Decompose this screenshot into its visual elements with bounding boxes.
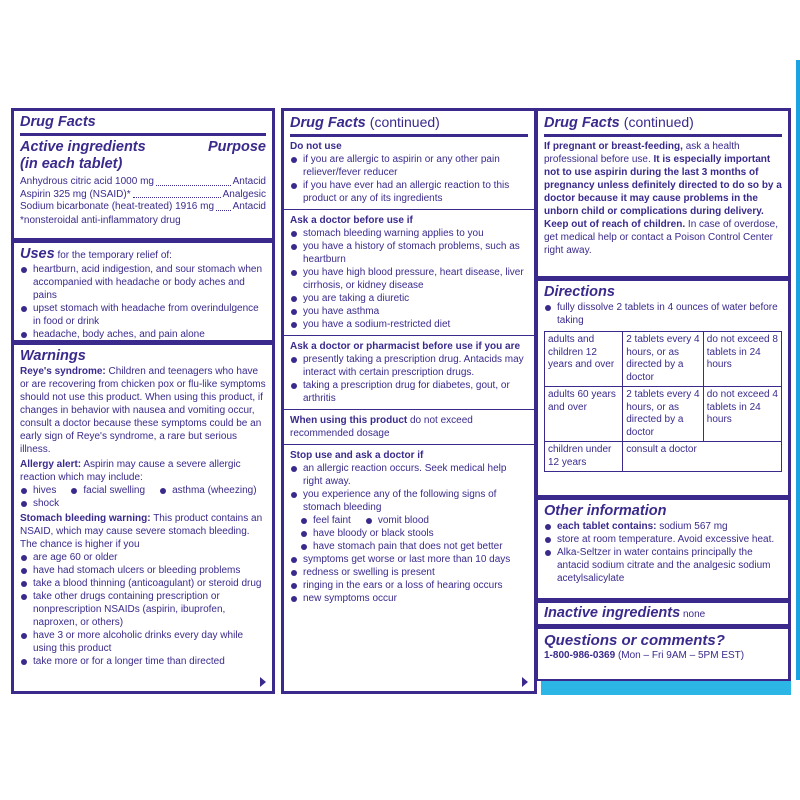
phone-line <box>544 649 782 662</box>
list-item: shock <box>20 497 266 510</box>
active-ingredients-heading: Active ingredients <box>20 139 146 155</box>
list-item: store at room temperature. Avoid excessive heat. <box>544 533 782 546</box>
list-item: feel faint <box>300 514 351 527</box>
panel-title: Drug Facts (continued) <box>544 114 694 131</box>
warnings-section <box>14 345 272 691</box>
warnings-continued-section <box>284 111 534 691</box>
list-item: upset stomach with headache from overindulgence in food or drink <box>20 302 266 328</box>
hours: (Mon – Fri 9AM – 5PM EST) <box>617 650 745 661</box>
other-information-heading: Other information <box>544 503 667 519</box>
table-row <box>545 332 782 387</box>
table-row <box>545 387 782 442</box>
pregnancy-section <box>538 111 788 276</box>
list-item: take more or for a longer time than directed <box>20 655 266 668</box>
other-information-section <box>538 500 788 598</box>
inactive-ingredients-value: none <box>682 609 706 620</box>
table-cell: do not exceed 8 tablets in 24 hours <box>703 332 781 387</box>
list-item: you experience any of the following signs of stomach bleeding <box>290 488 528 514</box>
drug-facts-panel-2 <box>281 108 537 694</box>
list-item: ringing in the ears or a loss of hearing occurs <box>290 579 528 592</box>
list-item: are age 60 or older <box>20 551 266 564</box>
list-item: you are taking a diuretic <box>290 292 528 305</box>
list-item: fully dissolve 2 tablets in 4 ounces of water before taking <box>544 301 782 327</box>
list-item: heartburn, acid indigestion, and sour stomach when accompanied with headache or body aches and pains <box>20 263 266 302</box>
list-item: if you have ever had an allergic reaction to this product or any of its ingredients <box>290 179 528 205</box>
list-item: you have high blood pressure, heart disease, liver cirrhosis, or kidney disease <box>290 266 528 292</box>
directions-section <box>538 281 788 495</box>
drug-facts-panel-3 <box>535 108 791 681</box>
list-item: presently taking a prescription drug. Antacids may interact with certain prescription drugs. <box>290 353 528 379</box>
list-item: headache, body aches, and pain alone <box>20 328 266 340</box>
directions-heading: Directions <box>544 284 615 300</box>
list-item: asthma (wheezing) <box>159 484 256 497</box>
drug-facts-panel-1 <box>11 108 275 694</box>
list-item: an allergic reaction occurs. Seek medical help right away. <box>290 462 528 488</box>
list-item: have bloody or black stools <box>300 527 528 540</box>
table-cell: adults and children 12 years and over <box>545 332 623 387</box>
warnings-heading: Warnings <box>20 348 86 364</box>
list-item: have stomach pain that does not get better <box>300 540 528 553</box>
questions-section <box>538 629 788 679</box>
list-item: new symptoms occur <box>290 592 528 605</box>
uses-section <box>14 243 272 340</box>
ingredient-row: Anhydrous citric acid 1000 mg Antacid <box>20 176 266 187</box>
panel-title: Drug Facts <box>20 114 96 130</box>
uses-heading: Uses <box>20 246 55 262</box>
list-item: each tablet contains: sodium 567 mg <box>544 520 782 533</box>
ingredient-row: Aspirin 325 mg (NSAID)* Analgesic <box>20 188 266 200</box>
edge-color-strip <box>796 60 800 680</box>
table-cell: adults 60 years and over <box>545 387 623 442</box>
list-item: if you are allergic to aspirin or any other pain reliever/fever reducer <box>290 153 528 179</box>
list-item: Alka-Seltzer in water contains principally the antacid sodium citrate and the analgesic sodium acetylsalicylate <box>544 546 782 585</box>
active-ingredients-section <box>14 111 272 238</box>
table-cell: children under 12 years <box>545 442 623 472</box>
ingredient-row: Sodium bicarbonate (heat-treated) 1916 mg Antacid <box>20 201 266 212</box>
list-item: facial swelling <box>70 484 145 497</box>
table-cell: do not exceed 4 tablets in 24 hours <box>703 387 781 442</box>
list-item: you have a history of stomach problems, such as heartburn <box>290 240 528 266</box>
list-item: have had stomach ulcers or bleeding problems <box>20 564 266 577</box>
when-using-text: When using this product do not exceed recommended dosage <box>290 415 473 439</box>
keep-out-of-reach: Keep out of reach of children. In case of overdose, get medical help or contact a Poison Control Center right away. <box>544 219 778 256</box>
continue-arrow-icon <box>522 677 528 687</box>
reyes-syndrome-text: Reye's syndrome: Children and teenagers who have or are recovering from chicken pox or flu-like symptoms should not use this product. When using this product, if changes in behavior with nausea and vomiting occur, consult a doctor because these symptoms could be an early sign of Reye's syndrome, a rare but serious illness. <box>20 366 266 455</box>
active-ingredients-subheading: (in each tablet) <box>20 156 123 172</box>
directions-table <box>544 331 782 472</box>
allergy-alert-text: Allergy alert: Aspirin may cause a severe allergic reaction which may include: <box>20 459 241 483</box>
list-item: stomach bleeding warning applies to you <box>290 227 528 240</box>
pregnancy-warning: If pregnant or breast-feeding, ask a health professional before use. It is especially important not to use aspirin during the last 3 months of pregnancy unless definitely directed to do so by a doctor because it may cause problems in the unborn child or complications during delivery. <box>544 141 782 217</box>
panel-title: Drug Facts (continued) <box>290 114 440 131</box>
do-not-use-heading: Do not use <box>290 141 342 152</box>
list-item: take a blood thinning (anticoagulant) or steroid drug <box>20 577 266 590</box>
ask-doctor-heading: Ask a doctor before use if <box>290 215 413 226</box>
list-item: redness or swelling is present <box>290 566 528 579</box>
list-item: you have asthma <box>290 305 528 318</box>
continue-arrow-icon <box>260 677 266 687</box>
inactive-ingredients-heading: Inactive ingredients <box>544 605 681 621</box>
nsaid-footnote: *nonsteroidal anti-inflammatory drug <box>20 214 181 226</box>
stop-use-heading: Stop use and ask a doctor if <box>290 450 424 461</box>
questions-heading: Questions or comments? <box>544 632 725 649</box>
stomach-bleeding-text: Stomach bleeding warning: This product contains an NSAID, which may cause severe stomach bleeding. The chance is higher if you <box>20 513 263 550</box>
table-cell: 2 tablets every 4 hours, or as directed by a doctor <box>623 332 704 387</box>
accent-bar <box>541 681 791 695</box>
table-row <box>545 442 782 472</box>
list-item: vomit blood <box>365 514 429 527</box>
inactive-ingredients-section <box>538 603 788 624</box>
table-cell: 2 tablets every 4 hours, or as directed by a doctor <box>623 387 704 442</box>
list-item: take other drugs containing prescription or nonprescription NSAIDs (aspirin, ibuprofen, naproxen, or others) <box>20 590 266 629</box>
list-item: taking a prescription drug for diabetes, gout, or arthritis <box>290 379 528 405</box>
list-item: symptoms get worse or last more than 10 days <box>290 553 528 566</box>
uses-intro: for the temporary relief of: <box>57 250 172 261</box>
purpose-heading: Purpose <box>207 139 266 155</box>
ask-pharmacist-heading: Ask a doctor or pharmacist before use if you are <box>290 341 521 352</box>
list-item: hives <box>20 484 56 497</box>
table-cell: consult a doctor <box>623 442 782 472</box>
phone-number: 1-800-986-0369 <box>544 650 616 661</box>
list-item: you have a sodium-restricted diet <box>290 318 528 331</box>
list-item: have 3 or more alcoholic drinks every day while using this product <box>20 629 266 655</box>
